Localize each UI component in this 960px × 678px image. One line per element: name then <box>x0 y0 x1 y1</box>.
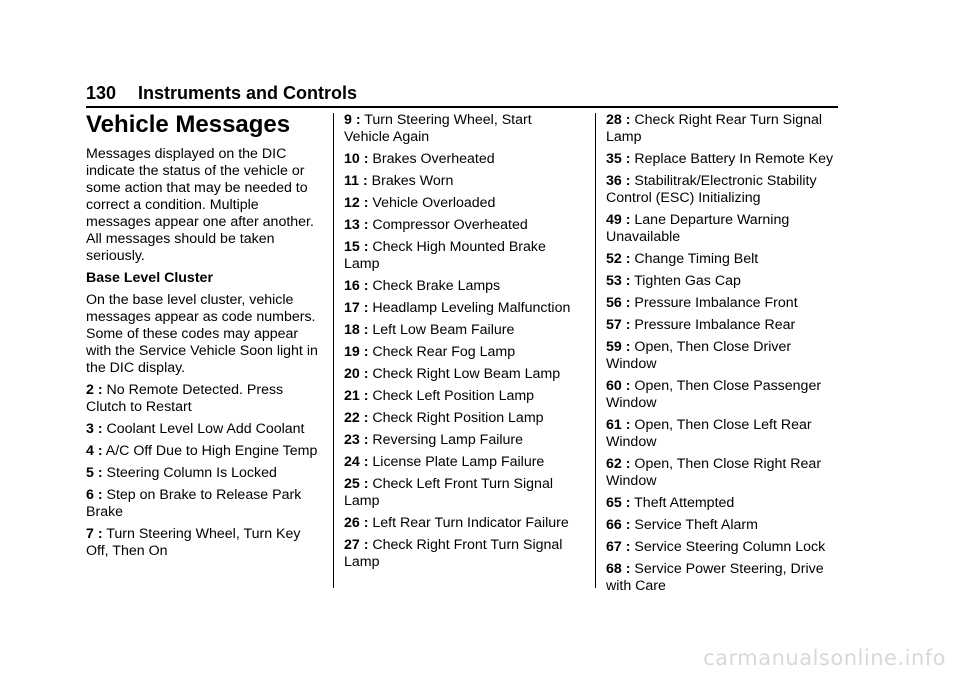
message-text: Open, Then Close Driver Window <box>606 339 792 372</box>
watermark: carmanualsonline.info <box>703 646 946 670</box>
message-entry <box>86 526 322 560</box>
message-entry <box>86 465 322 482</box>
message-text: Steering Column Is Locked <box>106 465 277 481</box>
message-entry <box>606 251 842 268</box>
message-text: Brakes Worn <box>371 173 454 189</box>
message-text: A/C Off Due to High Engine Temp <box>105 443 318 459</box>
message-text: Turn Steering Wheel, Turn Key Off, Then On <box>86 526 301 559</box>
message-entry <box>344 217 580 234</box>
message-text: License Plate Lamp Failure <box>372 454 545 470</box>
message-code: 65 : <box>606 495 631 511</box>
message-text: Turn Steering Wheel, Start Vehicle Again <box>344 112 532 145</box>
message-entry <box>606 517 842 534</box>
message-code: 13 : <box>344 217 369 233</box>
message-entry <box>344 537 580 571</box>
message-entry <box>606 273 842 290</box>
message-code: 9 : <box>344 112 361 128</box>
message-code: 53 : <box>606 273 631 289</box>
message-code: 17 : <box>344 300 369 316</box>
message-code: 57 : <box>606 317 631 333</box>
message-entry <box>606 539 842 556</box>
message-list-1 <box>86 382 322 560</box>
message-code: 5 : <box>86 465 103 481</box>
message-entry <box>344 476 580 510</box>
message-code: 2 : <box>86 382 103 398</box>
message-entry <box>86 421 322 438</box>
message-entry <box>344 151 580 168</box>
message-text: Open, Then Close Passenger Window <box>606 378 822 411</box>
message-text: Reversing Lamp Failure <box>372 432 524 448</box>
message-list-2 <box>344 112 580 571</box>
message-text: Check Left Position Lamp <box>372 388 535 404</box>
message-text: Check Brake Lamps <box>372 278 501 294</box>
page-title: Vehicle Messages <box>86 111 291 138</box>
message-entry <box>86 382 322 416</box>
message-entry <box>344 410 580 427</box>
page-header <box>86 83 838 108</box>
message-code: 36 : <box>606 173 631 189</box>
message-text: Vehicle Overloaded <box>372 195 496 211</box>
message-code: 62 : <box>606 456 631 472</box>
message-code: 66 : <box>606 517 631 533</box>
message-code: 18 : <box>344 322 369 338</box>
message-code: 35 : <box>606 151 631 167</box>
message-entry <box>344 454 580 471</box>
message-text: Open, Then Close Left Rear Window <box>606 417 812 450</box>
message-code: 25 : <box>344 476 369 492</box>
message-text: Check High Mounted Brake Lamp <box>344 239 546 272</box>
message-code: 6 : <box>86 487 103 503</box>
column-3 <box>606 110 842 600</box>
message-entry <box>606 112 842 146</box>
message-text: Pressure Imbalance Front <box>634 295 798 311</box>
message-text: Check Left Front Turn Signal Lamp <box>344 476 553 509</box>
message-entry <box>606 151 842 168</box>
message-code: 20 : <box>344 366 369 382</box>
column-divider <box>595 113 596 588</box>
message-code: 59 : <box>606 339 631 355</box>
message-code: 56 : <box>606 295 631 311</box>
intro-paragraph: Messages displayed on the DIC indicate the status of the vehicle or some action that may be needed to correct a condition. Multiple messages appear one after another. All messages should be taken seriously. <box>86 146 314 264</box>
message-entry <box>86 487 322 521</box>
message-text: Check Right Low Beam Lamp <box>372 366 561 382</box>
message-text: Check Right Position Lamp <box>372 410 544 426</box>
message-code: 52 : <box>606 251 631 267</box>
message-code: 49 : <box>606 212 631 228</box>
column-divider <box>333 113 334 588</box>
message-text: Service Theft Alarm <box>634 517 758 533</box>
message-code: 67 : <box>606 539 631 555</box>
message-entry <box>606 173 842 207</box>
message-text: Check Right Rear Turn Signal Lamp <box>606 112 823 145</box>
message-text: Coolant Level Low Add Coolant <box>106 421 305 437</box>
message-entry <box>606 378 842 412</box>
message-entry <box>344 300 580 317</box>
message-code: 68 : <box>606 561 631 577</box>
message-entry <box>344 322 580 339</box>
message-entry <box>344 432 580 449</box>
message-text: No Remote Detected. Press Clutch to Restart <box>86 382 284 415</box>
message-entry <box>344 344 580 361</box>
message-text: Change Timing Belt <box>634 251 759 267</box>
message-code: 24 : <box>344 454 369 470</box>
section-title: Instruments and Controls <box>138 83 358 103</box>
message-entry <box>344 388 580 405</box>
message-code: 10 : <box>344 151 369 167</box>
message-code: 26 : <box>344 515 369 531</box>
message-text: Tighten Gas Cap <box>634 273 741 289</box>
message-text: Open, Then Close Right Rear Window <box>606 456 822 489</box>
message-code: 23 : <box>344 432 369 448</box>
message-text: Headlamp Leveling Malfunction <box>372 300 571 316</box>
message-text: Compressor Overheated <box>372 217 528 233</box>
message-code: 22 : <box>344 410 369 426</box>
message-code: 28 : <box>606 112 631 128</box>
message-code: 16 : <box>344 278 369 294</box>
message-text: Theft Attempted <box>634 495 735 511</box>
message-text: Pressure Imbalance Rear <box>634 317 796 333</box>
message-entry <box>606 495 842 512</box>
message-entry <box>344 515 580 532</box>
message-text: Left Rear Turn Indicator Failure <box>372 515 569 531</box>
message-text: Service Power Steering, Drive with Care <box>606 561 824 594</box>
message-entry <box>344 278 580 295</box>
message-entry <box>606 417 842 451</box>
message-entry <box>606 561 842 595</box>
page-number: 130 <box>86 83 117 103</box>
message-entry <box>344 112 580 146</box>
message-text: Check Rear Fog Lamp <box>372 344 516 360</box>
message-code: 61 : <box>606 417 631 433</box>
message-entry <box>344 366 580 383</box>
message-entry <box>606 339 842 373</box>
message-entry <box>606 212 842 246</box>
message-code: 27 : <box>344 537 369 553</box>
message-text: Check Right Front Turn Signal Lamp <box>344 537 563 570</box>
message-code: 21 : <box>344 388 369 404</box>
message-code: 60 : <box>606 378 631 394</box>
message-entry <box>606 317 842 334</box>
message-entry <box>86 443 322 460</box>
column-1 <box>86 110 322 565</box>
subheading: Base Level Cluster <box>86 270 213 286</box>
message-entry <box>344 239 580 273</box>
message-text: Step on Brake to Release Park Brake <box>86 487 302 520</box>
message-list-3 <box>606 112 842 595</box>
message-entry <box>606 295 842 312</box>
message-code: 19 : <box>344 344 369 360</box>
message-text: Lane Departure Warning Unavailable <box>606 212 790 245</box>
message-entry <box>344 195 580 212</box>
message-text: Left Low Beam Failure <box>372 322 515 338</box>
message-text: Service Steering Column Lock <box>634 539 826 555</box>
message-code: 4 : <box>86 443 103 459</box>
message-code: 11 : <box>344 173 368 189</box>
message-code: 12 : <box>344 195 369 211</box>
message-code: 3 : <box>86 421 103 437</box>
message-entry <box>606 456 842 490</box>
message-entry <box>344 173 580 190</box>
base-paragraph: On the base level cluster, vehicle messages appear as code numbers. Some of these codes may appear with the Service Vehicle Soon light in the DIC display. <box>86 292 318 376</box>
message-text: Replace Battery In Remote Key <box>634 151 834 167</box>
message-text: Stabilitrak/Electronic Stability Control (ESC) Initializing <box>606 173 817 206</box>
column-2 <box>344 110 580 576</box>
message-code: 7 : <box>86 526 103 542</box>
message-code: 15 : <box>344 239 369 255</box>
message-text: Brakes Overheated <box>372 151 495 167</box>
